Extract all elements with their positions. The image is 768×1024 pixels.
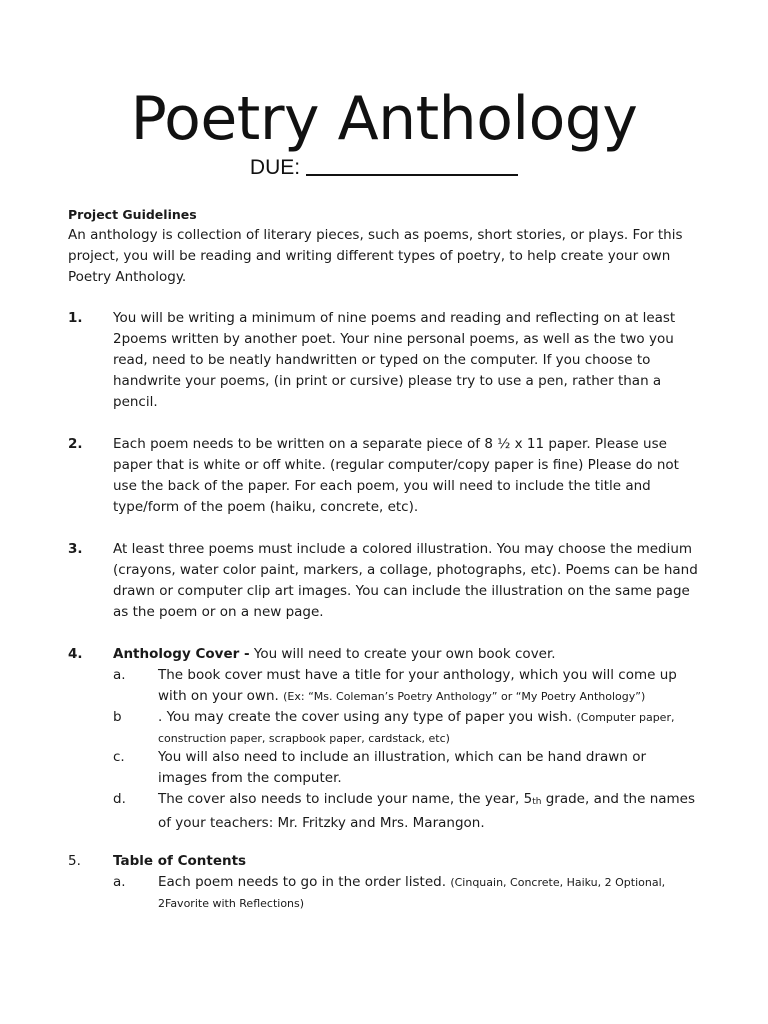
subitem-superscript: th — [532, 797, 542, 807]
project-guidelines — [68, 204, 708, 288]
page-title: Poetry Anthology — [130, 84, 638, 154]
subitem-letter: a. — [113, 667, 126, 683]
item-text: At least three poems must include a colored illustration. You may choose the medium (crayons, water color paint, markers, a collage, photographs, etc). Poems can be hand drawn or computer clip art images. You can include the illustration on the same page as the poem or on a new page. — [113, 541, 698, 620]
due-label: DUE: — [249, 156, 301, 179]
item-number: 5. — [68, 853, 81, 869]
subitem-body — [158, 872, 698, 914]
item-heading: Table of Contents — [113, 853, 247, 869]
subitem-letter: b — [113, 709, 122, 725]
subitem-text: The book cover must have a title for your anthology, which you will come up with on your own. — [158, 667, 677, 704]
subitem-body — [158, 665, 698, 707]
subitem-letter: d. — [113, 791, 126, 807]
item-text: You will be writing a minimum of nine poems and reading and reflecting on at least 2poems written by another poet. Your nine personal poems, as well as the two you read, need to be neatly handwritten or typed on the computer. If you choose to handwrite your poems, (in print or cursive) please try to use a pen, rather than a pencil. — [113, 310, 676, 410]
subitem-text-before: The cover also needs to include your name, the year, 5 — [158, 791, 533, 807]
subitem-body — [158, 707, 698, 749]
subitem-text-after: grade, and the names of your teachers: Mr. Fritzky and Mrs. Marangon. — [158, 791, 696, 831]
item-heading-line — [113, 644, 703, 665]
subitem-note: (Ex: “Ms. Coleman’s Poetry Anthology” or “My Poetry Anthology”) — [283, 690, 646, 703]
item-text: Each poem needs to be written on a separate piece of 8 ½ x 11 paper. Please use paper that is white or off white. (regular computer/copy paper is fine) Please do not use the back of the paper. For each poem, you will need to include the title and type/form of the poem (haiku, concrete, etc). — [113, 436, 679, 515]
subitem-letter: c. — [113, 749, 125, 765]
item-number: 4. — [68, 646, 83, 662]
guidelines-heading: Project Guidelines — [68, 207, 197, 222]
subitem-text: Each poem needs to go in the order listed. — [158, 874, 447, 890]
item-number: 3. — [68, 541, 83, 557]
guideline-item-5 — [68, 851, 708, 921]
subitem-letter: a. — [113, 874, 126, 890]
guideline-item-4 — [68, 644, 708, 844]
subitem-note: (Computer paper, construction paper, scrapbook paper, cardstack, etc) — [158, 711, 675, 745]
item-text: You will need to create your own book cover. — [253, 646, 556, 662]
item-heading: Anthology Cover - — [113, 646, 250, 662]
subitem-text: . You may create the cover using any type of paper you wish. — [158, 709, 573, 725]
item-number: 2. — [68, 436, 83, 452]
item-number: 1. — [68, 310, 83, 326]
guidelines-intro: An anthology is collection of literary pieces, such as poems, short stories, or plays. For this project, you will be reading and writing different types of poetry, to help create your own Poetry Anthology. — [68, 227, 683, 285]
subitem-text: You will also need to include an illustration, which can be hand drawn or images from the computer. — [158, 749, 647, 786]
subitem-body — [158, 789, 698, 834]
subitem-note: (Cinquain, Concrete, Haiku, 2 Optional, 2Favorite with Reflections) — [158, 876, 666, 910]
due-line — [0, 155, 768, 180]
due-blank — [306, 155, 518, 176]
